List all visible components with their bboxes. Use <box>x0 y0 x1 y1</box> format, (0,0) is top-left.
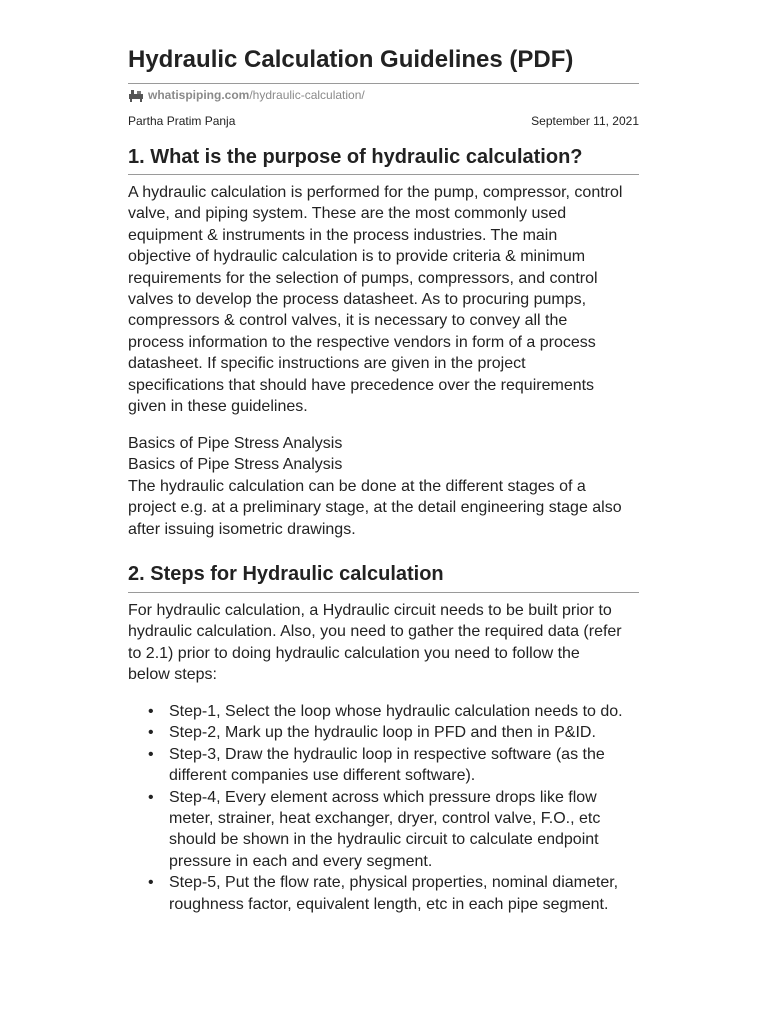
step-line: roughness factor, equivalent length, etc in each pipe segment. <box>169 895 609 913</box>
step-1-item <box>128 701 648 722</box>
paragraph-line: requirements for the selection of pumps, compressors, and control <box>128 269 598 287</box>
step-3-item <box>128 744 648 787</box>
step-line: should be shown in the hydraulic circuit to calculate endpoint <box>169 831 599 849</box>
related-link-pipe-stress[interactable]: Basics of Pipe Stress Analysis <box>128 435 343 452</box>
section-1-heading: 1. What is the purpose of hydraulic calculation? <box>128 146 583 168</box>
paragraph-line: hydraulic calculation. Also, you need to gather the required data (refer <box>128 623 622 641</box>
paragraph-line: valve, and piping system. These are the most commonly used <box>128 205 567 223</box>
section-1-divider <box>128 174 639 175</box>
related-link-pipe-stress-2[interactable]: Basics of Pipe Stress Analysis <box>128 456 343 474</box>
source-domain: whatispiping.com <box>148 88 250 102</box>
paragraph-line: specifications that should have precedence over the requirements <box>128 376 595 394</box>
step-line: • Step-2, Mark up the hydraulic loop in PFD and then in P&ID. <box>169 724 596 742</box>
paragraph-line: to 2.1) prior to doing hydraulic calculation you need to follow the <box>128 644 580 662</box>
paragraph-line: For hydraulic calculation, a Hydraulic circuit needs to be built prior to <box>128 602 612 619</box>
paragraph-line: project e.g. at a preliminary stage, at the detail engineering stage also <box>128 499 622 517</box>
step-4-item <box>128 787 648 873</box>
paragraph-line: compressors & control valves, it is necessary to convey all the <box>128 312 568 330</box>
step-line: • Step-4, Every element across which pressure drops like flow <box>169 788 597 806</box>
title-divider <box>128 83 639 84</box>
paragraph-line: after issuing isometric drawings. <box>128 520 356 538</box>
paragraph-line: objective of hydraulic calculation is to provide criteria & minimum <box>128 248 586 266</box>
paragraph-line: equipment & instruments in the process industries. The main <box>128 226 558 244</box>
section-2-heading: 2. Steps for Hydraulic calculation <box>128 563 444 585</box>
step-line: different companies use different software). <box>169 767 476 785</box>
section-1-paragraph <box>128 182 639 417</box>
source-link[interactable] <box>128 88 365 102</box>
paragraph-line: The hydraulic calculation can be done at the different stages of a <box>128 477 586 495</box>
section-2-divider <box>128 592 639 593</box>
steps-list <box>128 701 648 915</box>
paragraph-line: given in these guidelines. <box>128 398 308 416</box>
step-line: meter, strainer, heat exchanger, dryer, control valve, F.O., etc <box>169 810 601 828</box>
step-line: • Step-3, Draw the hydraulic loop in respective software (as the <box>169 745 605 763</box>
step-5-item <box>128 872 648 915</box>
step-line: pressure in each and every segment. <box>169 852 433 870</box>
publish-date: September 11, 2021 <box>531 114 639 128</box>
document-title: Hydraulic Calculation Guidelines (PDF) <box>128 46 574 73</box>
paragraph-line: valves to develop the process datasheet. As to procuring pumps, <box>128 291 587 309</box>
step-line: • Step-1, Select the loop whose hydraulic calculation needs to do. <box>169 703 623 720</box>
step-2-item <box>128 722 648 743</box>
author-name: Partha Pratim Panja <box>128 114 236 128</box>
paragraph-line: datasheet. If specific instructions are given in the project <box>128 355 526 373</box>
paragraph-line: A hydraulic calculation is performed for the pump, compressor, control <box>128 184 623 201</box>
paragraph-line: process information to the respective vendors in form of a process <box>128 333 596 351</box>
paragraph-line: below steps: <box>128 666 217 684</box>
section-1-paragraph-2 <box>128 433 639 540</box>
source-path: /hydraulic-calculation/ <box>249 88 365 102</box>
step-line: • Step-5, Put the flow rate, physical properties, nominal diameter, <box>169 874 619 892</box>
section-2-intro <box>128 600 639 686</box>
site-favicon-icon <box>128 88 144 102</box>
